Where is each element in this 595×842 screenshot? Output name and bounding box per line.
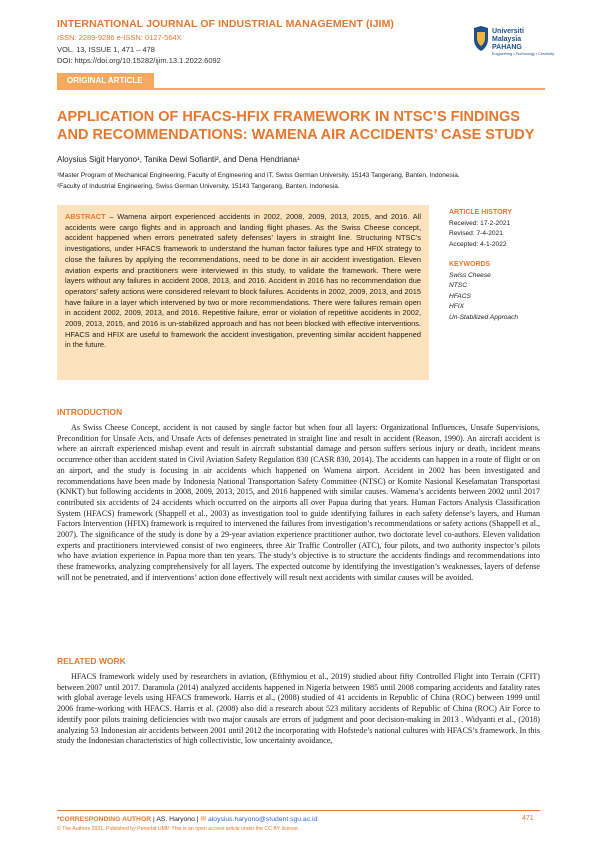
footer-divider xyxy=(57,810,540,811)
journal-title: INTERNATIONAL JOURNAL OF INDUSTRIAL MANAGEMENT (IJIM) xyxy=(57,18,395,30)
logo-line-2: Malaysia xyxy=(492,36,522,43)
keyword-item: HFIX xyxy=(449,303,465,310)
logo-line-3: PAHANG xyxy=(492,44,522,51)
affiliation-2: ²Faculty of Industrial Engineering, Swiss German University, 15143 Tangerang, Banten, Indonesia. xyxy=(57,183,340,190)
email-icon: ✉ xyxy=(200,816,208,823)
doi-link[interactable]: DOI: https://doi.org/10.15282/ijim.13.1.2022.6092 xyxy=(57,56,221,65)
university-logo xyxy=(472,22,555,66)
related-work-text: HFACS framework widely used by researchers in aviation, (Efthymiou et al., 2019) studied about fifty Controlled Flight into Terrain (CFIT) between 2007 until 2017. Daramola (2014) analyzed accidents happened in Nigeria between 1985 until 2008 comparing accidents and fatality rates with global average levels using HFACS framework. Harris et al., (2008) studied of 41 accidents in Republic of China (ROC) between 1999 until 2006 frame-working with HFACS. Harris et al. (2008) also did a research about 523 military accidents of Republic of China (ROC) Air Force to identify poor pilots training deficiencies with two major causals are errors of judgment and poor decision-making in 2013 . Widyanti et al., (2018) analyzing 53 Indonesian air accidents between 2001 until 2012 the incorporating with Hofstede’s national cultures with HFACS’s framework. In this study the Indonesian characteristics of high collectivistic, low uncertainty avoidance, xyxy=(57,672,540,746)
author-list: Aloysius Sigit Haryono¹, Tanika Dewi Sofianti², and Dena Hendriana¹ xyxy=(57,155,300,164)
university-crest-icon xyxy=(472,26,490,52)
copyright-notice: © The Authors 2021. Published by Penerbit UMP. This is an open access article under the CC BY license. xyxy=(57,826,300,832)
affiliations xyxy=(57,170,552,192)
introduction-text: As Swiss Cheese Concept, accident is not caused by single factor but when four all layers: Organizational Influences, Unsafe Supervisions, Precondition for Unsafe Acts, and Unsafe Acts of defenses penetrated in straight line and result in accident (Reason, 1990). An aircraft accident is where an aircraft experienced mishap event and result in aircraft substantial damage and person suffers serious injury or death, incident means occurrence other than accident stated in Civil Aviation Safety Regulation 830 (CASR 830, 2014). The accidents can happen in a route of flight or on an airport, and the study is focusing in air accidents which happened on Wamena airport. Accident in 2002 has been investigated and recommendations have been made by Indonesia National Transportation Safety Committee (NTSC) or Komite Nasional Keselamatan Transportasi (KNKT) but following accidents in 2008, 2009, 2013, 2015, and 2016 happened with similar causes. Wamena’s accidents between 2002 until 2017 contributed six accidents of 24 accidents which occurred on the airports all over Papua during that years. Human Factors Analysis Classification System (HFACS) framework (Shappell et al., 2003) as investigation tool to guide identifying failures in each safety defense’s layers, and Human Factors Intervention (HFIX) framework is required to intervened the failures from investigation’s recommendations or safety actions (Shappell et al., 2007). The significance of the study is done by a 29-year aviation experience practitioner author, two doctorate level co-authors. Eleven validation experts and practitioners interviewed consist of two engineers, three Air Traffic Controller (ATC), four pilots, and two authority inspector’s pilots who have aviation experience in Papua more than ten years. The study’s objective is to structure the accidents findings and recommendations into these frameworks, analyzing comprehensively for all layers. The expected outcome by identifying the investigation’s weaknesses, layers of defense will not be penetrated, and if interventions’ action done effectively will result next accidents with similar causes will be avoided. xyxy=(57,423,540,582)
corresponding-name: | AS. Haryono | xyxy=(151,816,201,823)
header-divider xyxy=(57,88,545,90)
issn: ISSN: 2289-9286 e-ISSN: 0127-564X xyxy=(57,33,182,42)
keyword-item: Un-Stabilized Approach xyxy=(449,313,519,321)
received-date: Received: 17-2-2021 xyxy=(449,219,511,227)
article-type-badge: ORIGINAL ARTICLE xyxy=(57,73,154,88)
keyword-item: NTSC xyxy=(449,282,467,289)
corresponding-author xyxy=(57,815,317,823)
article-title: APPLICATION OF HFACS-HFIX FRAMEWORK IN NTSC’S FINDINGS AND RECOMMENDATIONS: WAMENA AIR ACCIDENTS’ CASE STUDY xyxy=(57,109,535,143)
article-sidebar xyxy=(449,208,559,323)
logo-line-1: Universiti xyxy=(492,28,524,35)
keywords-heading: KEYWORDS xyxy=(449,261,491,268)
corresponding-label: *CORRESPONDING AUTHOR xyxy=(57,816,152,823)
page-number: 471 xyxy=(522,815,534,822)
affiliation-1: ¹Master Program of Mechanical Engineering, Faculty of Engineering and IT, Swiss German University, 15143 Tangerang, Banten, Indonesia. xyxy=(57,172,460,179)
article-history-heading: ARTICLE HISTORY xyxy=(449,209,513,216)
introduction-heading: INTRODUCTION xyxy=(57,407,123,417)
abstract-box xyxy=(57,205,429,380)
abstract-label: ABSTRACT xyxy=(65,212,106,221)
keyword-item: Swiss Cheese xyxy=(449,271,491,279)
accepted-date: Accepted: 4-1-2022 xyxy=(449,240,507,248)
revised-date: Revised: 7-4-2021 xyxy=(449,230,503,237)
logo-line-4: Engineering • Technology • Creativity xyxy=(492,52,555,56)
keyword-item: HFACS xyxy=(449,292,471,300)
volume-info: VOL. 13, ISSUE 1, 471 – 478 xyxy=(57,45,155,54)
corresponding-email-link[interactable]: aloysius.haryono@student.sgu.ac.id xyxy=(208,816,318,823)
related-work-heading: RELATED WORK xyxy=(57,656,126,666)
abstract-body: – Wamena airport experienced accidents in 2002, 2008, 2009, 2013, 2015, and 2016. All accidents were cargo flights and in approach and landing flight phases. As the Swiss Cheese concept, accident happened when errors penetrated safety defenses’ layers in straight line. Structuring NTSC’s investigations, under HFACS framework to understand the human factor failures type and HFIX strategy to close the failures by applying the recommendations, need to be done in air accident investigation. Eleven aviation experts and practitioners were interviewed in this study, to validate the framework. There were layers without any failures in accident 2008, 2013, and 2016. Accident in 2016 has no recommendation due operators’ safety actions were considered relevant to block failures. Accidents in 2002, 2009, 2013, and 2015 have failure in a layer which intervened by two or more recommendations. There were failures remain open in accident 2002, 2009, 2013, and 2016. Repetitive failure, error or violation of repetitive accidents in 2002, 2009, 2013, 2015, and 2016 is un-stabilized approach and has not been blocked with effective interventions. HFACS and HFIX are useful to framework the accident investigation, preventing similar accident happened in the future. xyxy=(65,212,421,350)
abstract-text xyxy=(65,212,421,351)
